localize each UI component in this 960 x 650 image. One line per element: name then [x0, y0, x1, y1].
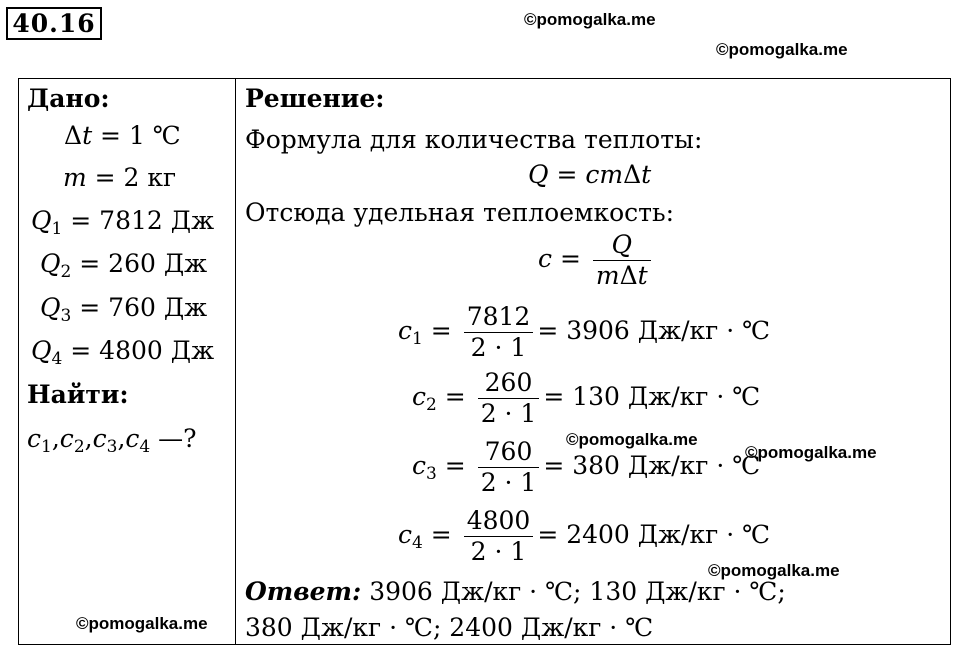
- given-mass: m = 2 кг: [63, 163, 177, 192]
- given-q4: $Q_4 = 4800$ Дж: [31, 336, 215, 369]
- given-q1: $Q_1 = 7812$ Дж: [31, 206, 215, 239]
- find-heading: Найти:: [27, 380, 129, 409]
- watermark: ©pomogalka.me: [708, 561, 840, 580]
- answer-label: Ответ:: [245, 577, 362, 606]
- watermark: ©pomogalka.me: [524, 10, 656, 29]
- formula-specific-heat: c = $\frac{Q}{\text{mΔt}}$: [538, 230, 655, 291]
- given-q2: $Q_2 = 260$ Дж: [40, 249, 208, 282]
- problem-number: 40.16: [6, 7, 102, 40]
- answer-line-2: 380 Дж/кг · ℃; 2400 Дж/кг · ℃: [245, 613, 654, 642]
- answer-line-1: Ответ: 3906 Дж/кг · ℃; 130 Дж/кг · ℃;: [245, 577, 786, 606]
- watermark: ©pomogalka.me: [745, 443, 877, 462]
- given-heading: Дано:: [27, 84, 110, 113]
- formula-heat: Q = cmΔt: [528, 160, 652, 189]
- given-q3: $Q_3 = 760$ Дж: [40, 293, 208, 326]
- calc-c4: $c_4$ = $\frac{4800}{2 \cdot 1}$ = 2400 Дж/кг · ℃: [398, 506, 771, 566]
- find-unknowns: $c_1,c_2,c_3,c_4$ —?: [27, 424, 197, 457]
- calc-c3: $c_3$ = $\frac{760}{2 \cdot 1}$ = 380 Дж/кг · ℃: [412, 437, 761, 497]
- solution-heading: Решение:: [245, 84, 385, 113]
- calc-c2: $c_2$ = $\frac{260}{2 \cdot 1}$ = 130 Дж/кг · ℃: [412, 368, 761, 428]
- solution-text-capacity: Отсюда удельная теплоемкость:: [245, 198, 675, 227]
- solution-text-formula: Формула для количества теплоты:: [245, 125, 703, 154]
- calc-c1: $c_1$ = $\frac{7812}{2 \cdot 1}$ = 3906 Дж/кг · ℃: [398, 302, 771, 362]
- watermark: ©pomogalka.me: [566, 430, 698, 449]
- table-divider: [235, 78, 236, 645]
- given-delta-t: Δt = 1 ℃: [64, 121, 181, 150]
- watermark: ©pomogalka.me: [716, 40, 848, 59]
- watermark: ©pomogalka.me: [76, 614, 208, 633]
